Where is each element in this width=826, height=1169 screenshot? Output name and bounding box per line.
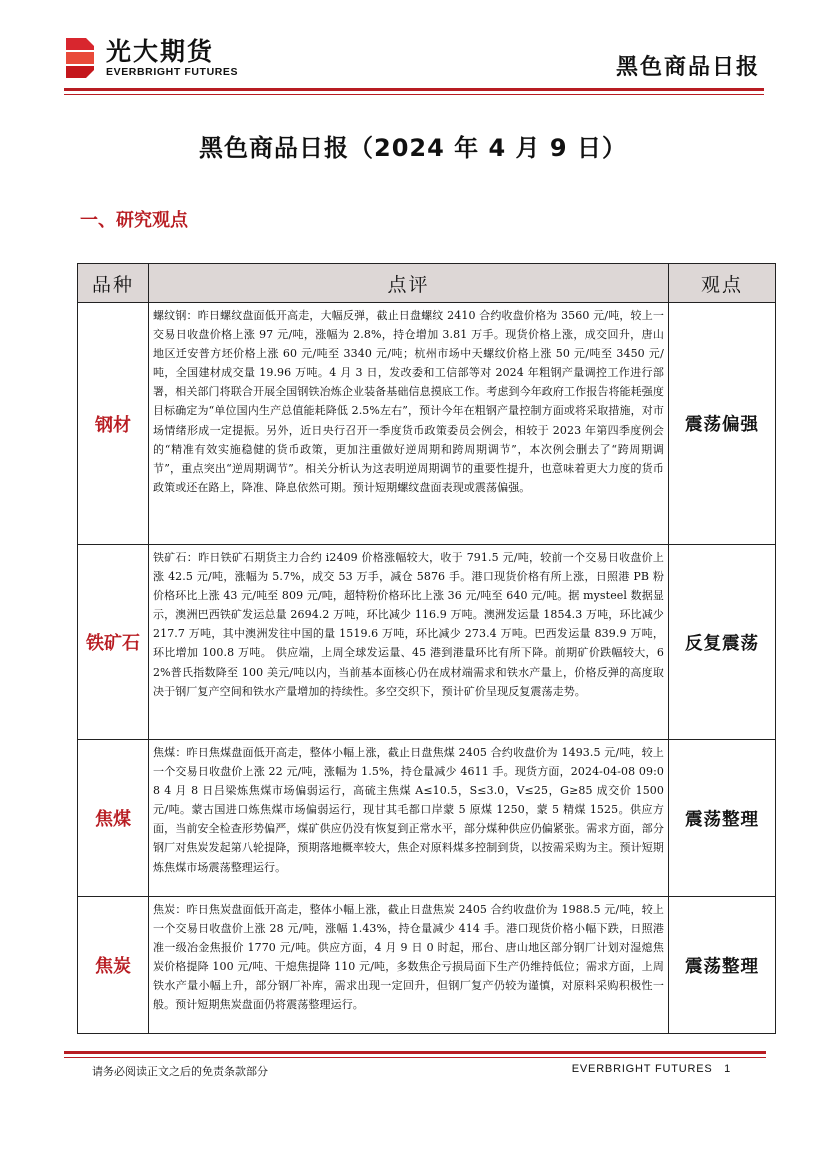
logo-text-cn: 光大期货: [106, 37, 215, 66]
table-header-row: [78, 264, 776, 303]
header-view: 观点: [669, 264, 776, 303]
table-row: [78, 545, 776, 740]
header-title: 黑色商品日报: [615, 55, 760, 80]
variety-cell: 焦炭: [78, 897, 149, 1034]
header-divider-thin: [64, 94, 764, 95]
view-cell: 反复震荡: [669, 545, 776, 740]
footer-company: EVERBRIGHT FUTURES: [571, 1063, 713, 1075]
view-cell: 震荡偏强: [669, 303, 776, 545]
footer-disclaimer: 请务必阅读正文之后的免责条款部分: [92, 1065, 268, 1078]
table-row: [78, 897, 776, 1034]
view-cell: 震荡整理: [669, 897, 776, 1034]
page-header: [64, 32, 764, 100]
page-number: 1: [724, 1063, 731, 1075]
footer-divider-thin: [64, 1057, 766, 1058]
everbright-logo-icon: [64, 36, 96, 80]
section-heading: 一、研究观点: [80, 210, 188, 231]
footer-company-page: [572, 1063, 731, 1075]
comment-cell: 焦煤：昨日焦煤盘面低开高走，整体小幅上涨，截止日盘焦煤 2405 合约收盘价为 1493.5 元/吨，较上一个交易日收盘价上涨 22 元/吨，涨幅为 1.5%，持仓量减少 4611 手。现货方面，2024-04-08 09:08 4 月 8 日吕梁炼焦煤市场偏弱运行，高硫主焦煤 A≤10.5，S≤3.0，V≤25，G≥85 成交价 1500 元/吨。蒙古国进口炼焦煤市场偏弱运行，现甘其毛都口岸蒙 5 原煤 1250，蒙 5 精煤 1525。供应方面，当前安全检查形势偏严，煤矿供应仍没有恢复到正常水平，部分煤种供应仍偏紧张。需求方面，部分钢厂对焦炭发起第八轮提降，预期落地概率较大，焦企对原料煤多控制到货，以按需采购为主。预计短期炼焦煤市场震荡整理运行。: [149, 740, 669, 897]
logo-text-en: EVERBRIGHT FUTURES: [106, 66, 239, 78]
table-row: [78, 303, 776, 545]
header-comment: 点评: [149, 264, 669, 303]
view-cell: 震荡整理: [669, 740, 776, 897]
variety-cell: 钢材: [78, 303, 149, 545]
variety-cell: 铁矿石: [78, 545, 149, 740]
header-variety: 品种: [78, 264, 149, 303]
research-table: [77, 263, 776, 1034]
variety-cell: 焦煤: [78, 740, 149, 897]
comment-cell: 铁矿石：昨日铁矿石期货主力合约 i2409 价格涨幅较大，收于 791.5 元/吨，较前一个交易日收盘价上涨 42.5 元/吨，涨幅为 5.7%，成交 53 万手，减仓 5876 手。港口现货价格有所上涨，日照港 PB 粉价格环比上涨 43 元/吨至 809 元/吨，超特粉价格环比上涨 36 元/吨至 640 元/吨。据 mysteel 数据显示，澳洲巴西铁矿发运总量 2694.2 万吨，环比减少 116.9 万吨。澳洲发运量 1854.3 万吨，环比减少 217.7 万吨，其中澳洲发往中国的量 1519.6 万吨，环比减少 273.4 万吨。巴西发运量 839.9 万吨，环比增加 100.8 万吨。 供应端，上周全球发运量、45 港到港量环比有所下降。前期矿价跌幅较大，62%普氏指数降至 100 美元/吨以内，当前基本面核心仍在成材端需求和铁水产量上，价格反弹的高度取决于钢厂复产空间和铁水产量增加的持续性。多空交织下，预计矿价呈现反复震荡走势。: [149, 545, 669, 740]
footer-divider: [64, 1051, 766, 1054]
document-title: 黑色商品日报（2024 年 4 月 9 日）: [199, 134, 627, 162]
table-row: [78, 740, 776, 897]
comment-cell: 螺纹钢：昨日螺纹盘面低开高走，大幅反弹，截止日盘螺纹 2410 合约收盘价格为 3560 元/吨，较上一交易日收盘价格上涨 97 元/吨，涨幅为 2.8%，持仓增加 3.81 万手。现货价格上涨，成交回升，唐山地区迁安普方坯价格上涨 60 元/吨至 3340 元/吨；杭州市场中天螺纹价格上涨 50 元/吨至 3450 元/吨，全国建材成交量 19.96 万吨。4 月 3 日，发改委和工信部等对 2024 年粗钢产量调控工作进行部署，相关部门将联合开展全国钢铁冶炼企业装备基础信息摸底工作。考虑到今年政府工作报告将能耗强度目标确定为“单位国内生产总值能耗降低 2.5%左右”，预计今年在粗钢产量控制方面或将采取措施，对市场情绪形成一定提振。另外，近日央行召开一季度货币政策委员会例会，相较于 2023 年第四季度例会的“精准有效实施稳健的货币政策，更加注重做好逆周期和跨周期调节”，本次例会删去了“跨周期调节”，重点突出“逆周期调节”。相关分析认为这表明逆周期调节的重要性提升，也意味着更大力度的货币政策或还在路上，降准、降息依然可期。预计短期螺纹盘面表现或震荡偏强。: [149, 303, 669, 545]
comment-cell: 焦炭：昨日焦炭盘面低开高走，整体小幅上涨，截止日盘焦炭 2405 合约收盘价为 1988.5 元/吨，较上一个交易日收盘价上涨 28 元/吨，涨幅 1.43%，持仓量减少 414 手。港口现货价格小幅下跌，日照港准一级冶金焦报价 1770 元/吨。供应方面，4 月 9 日 0 时起，邢台、唐山地区部分钢厂计划对湿熄焦炭价格提降 100 元/吨、干熄焦提降 110 元/吨，多数焦企亏损局面下生产仍维持低位；需求方面，上周铁水产量小幅上升，部分钢厂补库，需求出现一定回升，但钢厂复产仍较为谨慎，对原料采购积极性一般。预计短期焦炭盘面仍将震荡整理运行。: [149, 897, 669, 1034]
header-divider: [64, 88, 764, 91]
